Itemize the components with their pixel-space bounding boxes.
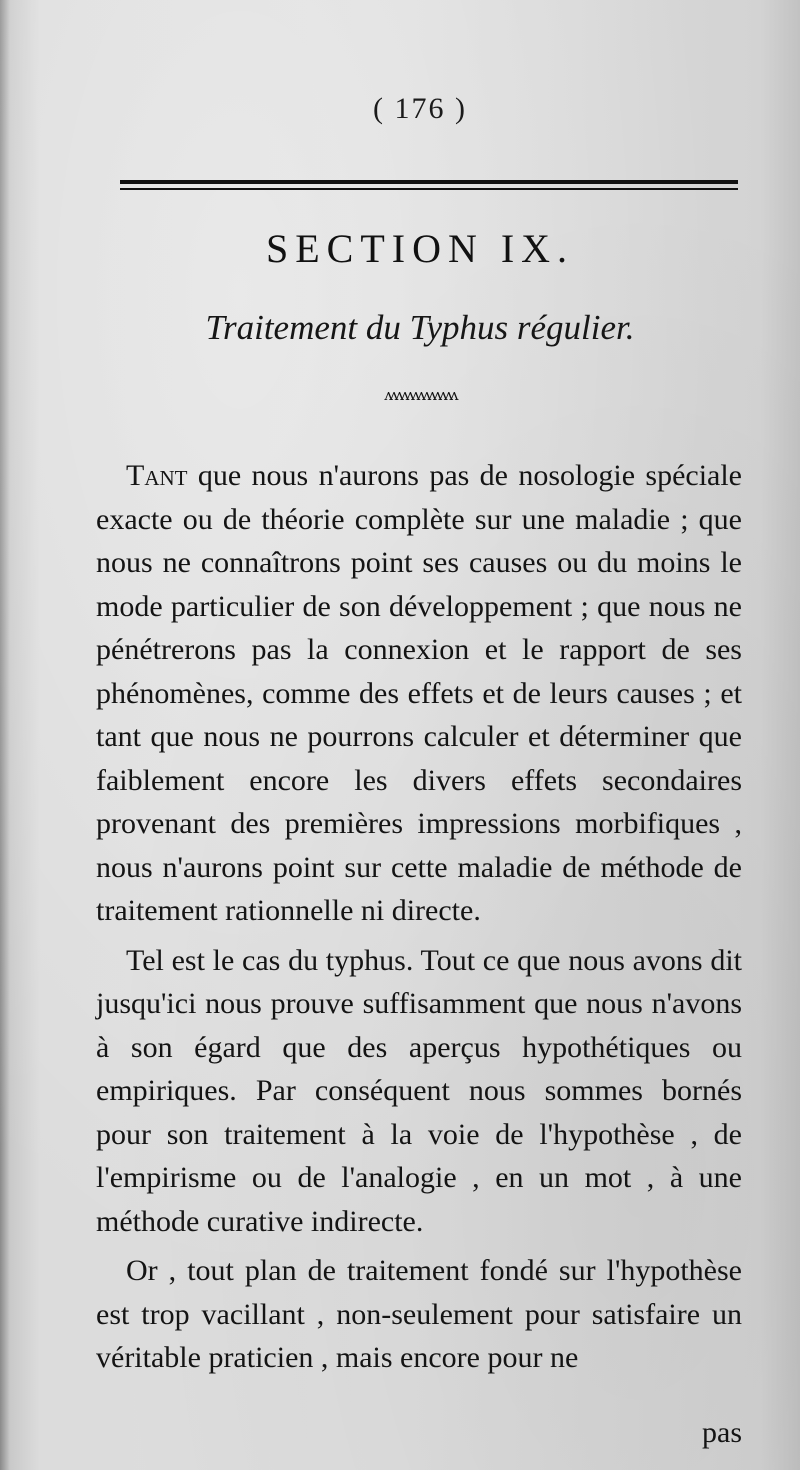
section-subtitle: Traitement du Typhus régulier. (205, 308, 635, 347)
section-title: SECTION IX. (265, 226, 575, 271)
page-number: ( 176 ) (373, 92, 467, 125)
paragraph-3 (96, 1249, 742, 1380)
body-text (96, 454, 742, 1380)
header-rule-thin (120, 188, 738, 190)
catchword: pas (702, 1416, 742, 1449)
paragraph-lead-word: Tant (126, 459, 188, 492)
paragraph-2-text: Tel est le cas du typhus. Tout ce que nous avons dit jusqu'ici nous prouve suffisamment que nous n'avons à son égard que des aperçus hypothétiques ou empiriques. Par conséquent nous sommes bornés pour son traitement à la voie de l'hypothèse , de l'empirisme ou de l'analogie , en un mot , à une méthode curative indirecte. (96, 943, 742, 1238)
ornament-divider: ʌʌʌʌʌʌʌʌʌʌʌʌʌ (384, 386, 456, 404)
paragraph-1 (96, 454, 742, 933)
paragraph-2 (96, 939, 742, 1244)
header-rule-thick (120, 180, 738, 184)
paragraph-3-text: Or , tout plan de traitement fondé sur l'hypothèse est trop vacillant , non-seulement pour satisfaire un véritable praticien , mais encore pour ne (96, 1254, 742, 1374)
paragraph-1-text: que nous n'aurons pas de nosologie spéciale exacte ou de théorie complète sur une maladie ; que nous ne connaîtrons point ses causes ou du moins le mode particulier de son développement ; que nous ne pénétrerons pas la connexion et le rapport de ses phénomènes, comme des effets et de leurs causes ; et tant que nous ne pourrons calculer et déterminer que faiblement encore les divers effets secondaires provenant des premières impressions morbifiques , nous n'aurons point sur cette maladie de méthode de traitement rationnelle ni directe. (96, 459, 742, 927)
